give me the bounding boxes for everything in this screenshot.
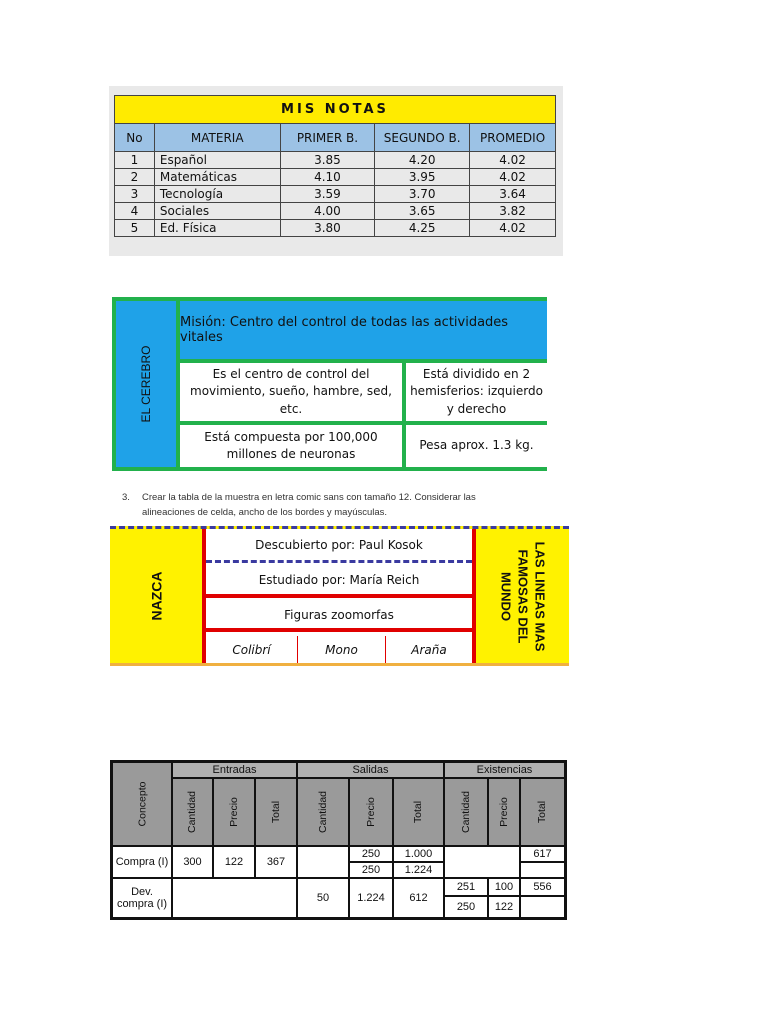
nazca-row-figuras: Figuras zoomorfas: [206, 602, 472, 632]
cerebro-table: [112, 297, 547, 471]
cell-no: 4: [115, 203, 155, 220]
cell-s-precio: 1.224: [350, 879, 392, 917]
row-label-compra: Compra (I): [113, 847, 171, 877]
nazca-right-line: MUNDO: [498, 571, 514, 621]
cerebro-side-cell: [116, 301, 176, 467]
notas-title: MIS NOTAS: [115, 96, 556, 124]
cell-x-total: 556: [521, 879, 564, 895]
cell-s-cantidad-empty: [298, 847, 348, 877]
cell-no: 3: [115, 186, 155, 203]
instruction-line2: alineaciones de celda, ancho de los bordes y mayúsculas.: [142, 507, 388, 518]
col-cantidad: [298, 779, 348, 845]
nazca-right-line: FAMOSAS DEL: [515, 549, 531, 643]
header-segundo: SEGUNDO B.: [375, 124, 470, 152]
row-label-dev-compra: Dev. compra (I): [113, 879, 171, 917]
cell-no: 1: [115, 152, 155, 169]
cell-x-total-empty: [521, 863, 564, 877]
header-no: No: [115, 124, 155, 152]
cell-primer: 3.59: [280, 186, 375, 203]
nazca-cell-arana: Araña: [411, 642, 447, 657]
nazca-row-estudiado: Estudiado por: María Reich: [206, 566, 472, 598]
table-row: [115, 186, 556, 203]
col-cantidad: [445, 779, 487, 845]
col-label: Total: [412, 800, 425, 824]
nazca-right-cell: [476, 529, 569, 663]
cell-materia: Matemáticas: [154, 169, 280, 186]
cerebro-side-label: EL CEREBRO: [139, 345, 153, 423]
cell-promedio: 4.02: [470, 220, 556, 237]
table-row: [115, 220, 556, 237]
cell-primer: 3.80: [280, 220, 375, 237]
nazca-label: NAZCA: [148, 571, 164, 621]
nazca-cell-mono: Mono: [298, 636, 386, 663]
nazca-row-descubierto: Descubierto por: Paul Kosok: [206, 529, 472, 563]
header-concepto: [113, 763, 171, 845]
cell-promedio: 3.64: [470, 186, 556, 203]
cell-materia: Español: [154, 152, 280, 169]
col-label: Precio: [364, 797, 377, 827]
table-row: [115, 169, 556, 186]
group-entradas: Entradas: [173, 763, 296, 777]
cell-e-cantidad: 300: [173, 847, 212, 877]
col-precio: [350, 779, 392, 845]
nazca-cell-colibri: Colibrí: [206, 636, 298, 663]
cell-x-empty: [445, 847, 519, 877]
header-promedio: PROMEDIO: [470, 124, 556, 152]
notas-header-row: [115, 124, 556, 152]
col-precio: [214, 779, 254, 845]
cell-e-total: 367: [256, 847, 296, 877]
cell-x-precio: 122: [489, 897, 519, 917]
cell-x-total-empty: [521, 897, 564, 917]
nazca-right-text: [497, 541, 548, 651]
table-row: [115, 152, 556, 169]
nazca-left-cell: [110, 529, 202, 663]
header-materia: MATERIA: [154, 124, 280, 152]
header-concepto-label: Concepto: [135, 781, 148, 827]
col-label: Cantidad: [317, 790, 329, 834]
cell-x-cantidad: 250: [445, 897, 487, 917]
col-label: Precio: [227, 797, 240, 827]
instruction-line1: Crear la tabla de la muestra en letra comic sans con tamaño 12. Considerar las: [142, 492, 476, 503]
header-primer: PRIMER B.: [280, 124, 375, 152]
cell-primer: 4.10: [280, 169, 375, 186]
nazca-middle: [202, 529, 476, 663]
col-label: Cantidad: [460, 790, 472, 834]
cell-promedio: 4.02: [470, 169, 556, 186]
cell-materia: Tecnología: [154, 186, 280, 203]
cell-promedio: 3.82: [470, 203, 556, 220]
cerebro-cell-neuronas: Está compuesta por 100,000 millones de neuronas: [180, 425, 402, 467]
cerebro-mision: Misión: Centro del control de todas las actividades vitales: [180, 301, 547, 359]
cell-no: 2: [115, 169, 155, 186]
cerebro-cell-control: Es el centro de control del movimiento, sueño, hambre, sed, etc.: [180, 363, 402, 421]
cell-e-empty: [173, 879, 296, 917]
cell-s-total: 1.224: [394, 863, 443, 877]
notas-table-panel: [109, 86, 563, 256]
table-row: [115, 203, 556, 220]
instruction-text: [122, 490, 542, 520]
nazca-table: [110, 526, 569, 666]
col-label: Total: [536, 800, 549, 824]
col-total: [521, 779, 564, 845]
col-label: Precio: [497, 797, 510, 827]
cell-no: 5: [115, 220, 155, 237]
cell-segundo: 4.20: [375, 152, 470, 169]
col-total: [394, 779, 443, 845]
cell-x-total: 617: [521, 847, 564, 861]
cell-segundo: 3.95: [375, 169, 470, 186]
nazca-row-animals: [206, 636, 472, 663]
cell-s-total: 612: [394, 879, 443, 917]
col-cantidad: [173, 779, 212, 845]
cell-x-precio: 100: [489, 879, 519, 895]
inventario-table: [110, 760, 567, 920]
cell-s-precio: 250: [350, 863, 392, 877]
cell-segundo: 3.65: [375, 203, 470, 220]
cell-materia: Ed. Física: [154, 220, 280, 237]
cell-s-cantidad: 50: [298, 879, 348, 917]
group-salidas: Salidas: [298, 763, 443, 777]
col-label: Total: [270, 800, 282, 824]
cell-x-cantidad: 251: [445, 879, 487, 895]
cell-materia: Sociales: [154, 203, 280, 220]
cerebro-cell-hemisferios: Está dividido en 2 hemisferios: izquierdo y derecho: [406, 363, 547, 421]
cell-primer: 4.00: [280, 203, 375, 220]
cell-segundo: 3.70: [375, 186, 470, 203]
cell-e-precio: 122: [214, 847, 254, 877]
col-total: [256, 779, 296, 845]
nazca-right-line: LAS LINEAS MAS: [532, 541, 548, 651]
cerebro-cell-peso: Pesa aprox. 1.3 kg.: [406, 425, 547, 467]
instruction-number: 3.: [122, 492, 130, 503]
group-existencias: Existencias: [445, 763, 564, 777]
cell-s-total: 1.000: [394, 847, 443, 861]
cell-primer: 3.85: [280, 152, 375, 169]
cell-segundo: 4.25: [375, 220, 470, 237]
notas-table: [114, 95, 556, 237]
col-label: Cantidad: [186, 790, 199, 834]
cell-s-precio: 250: [350, 847, 392, 861]
cell-promedio: 4.02: [470, 152, 556, 169]
col-precio: [489, 779, 519, 845]
